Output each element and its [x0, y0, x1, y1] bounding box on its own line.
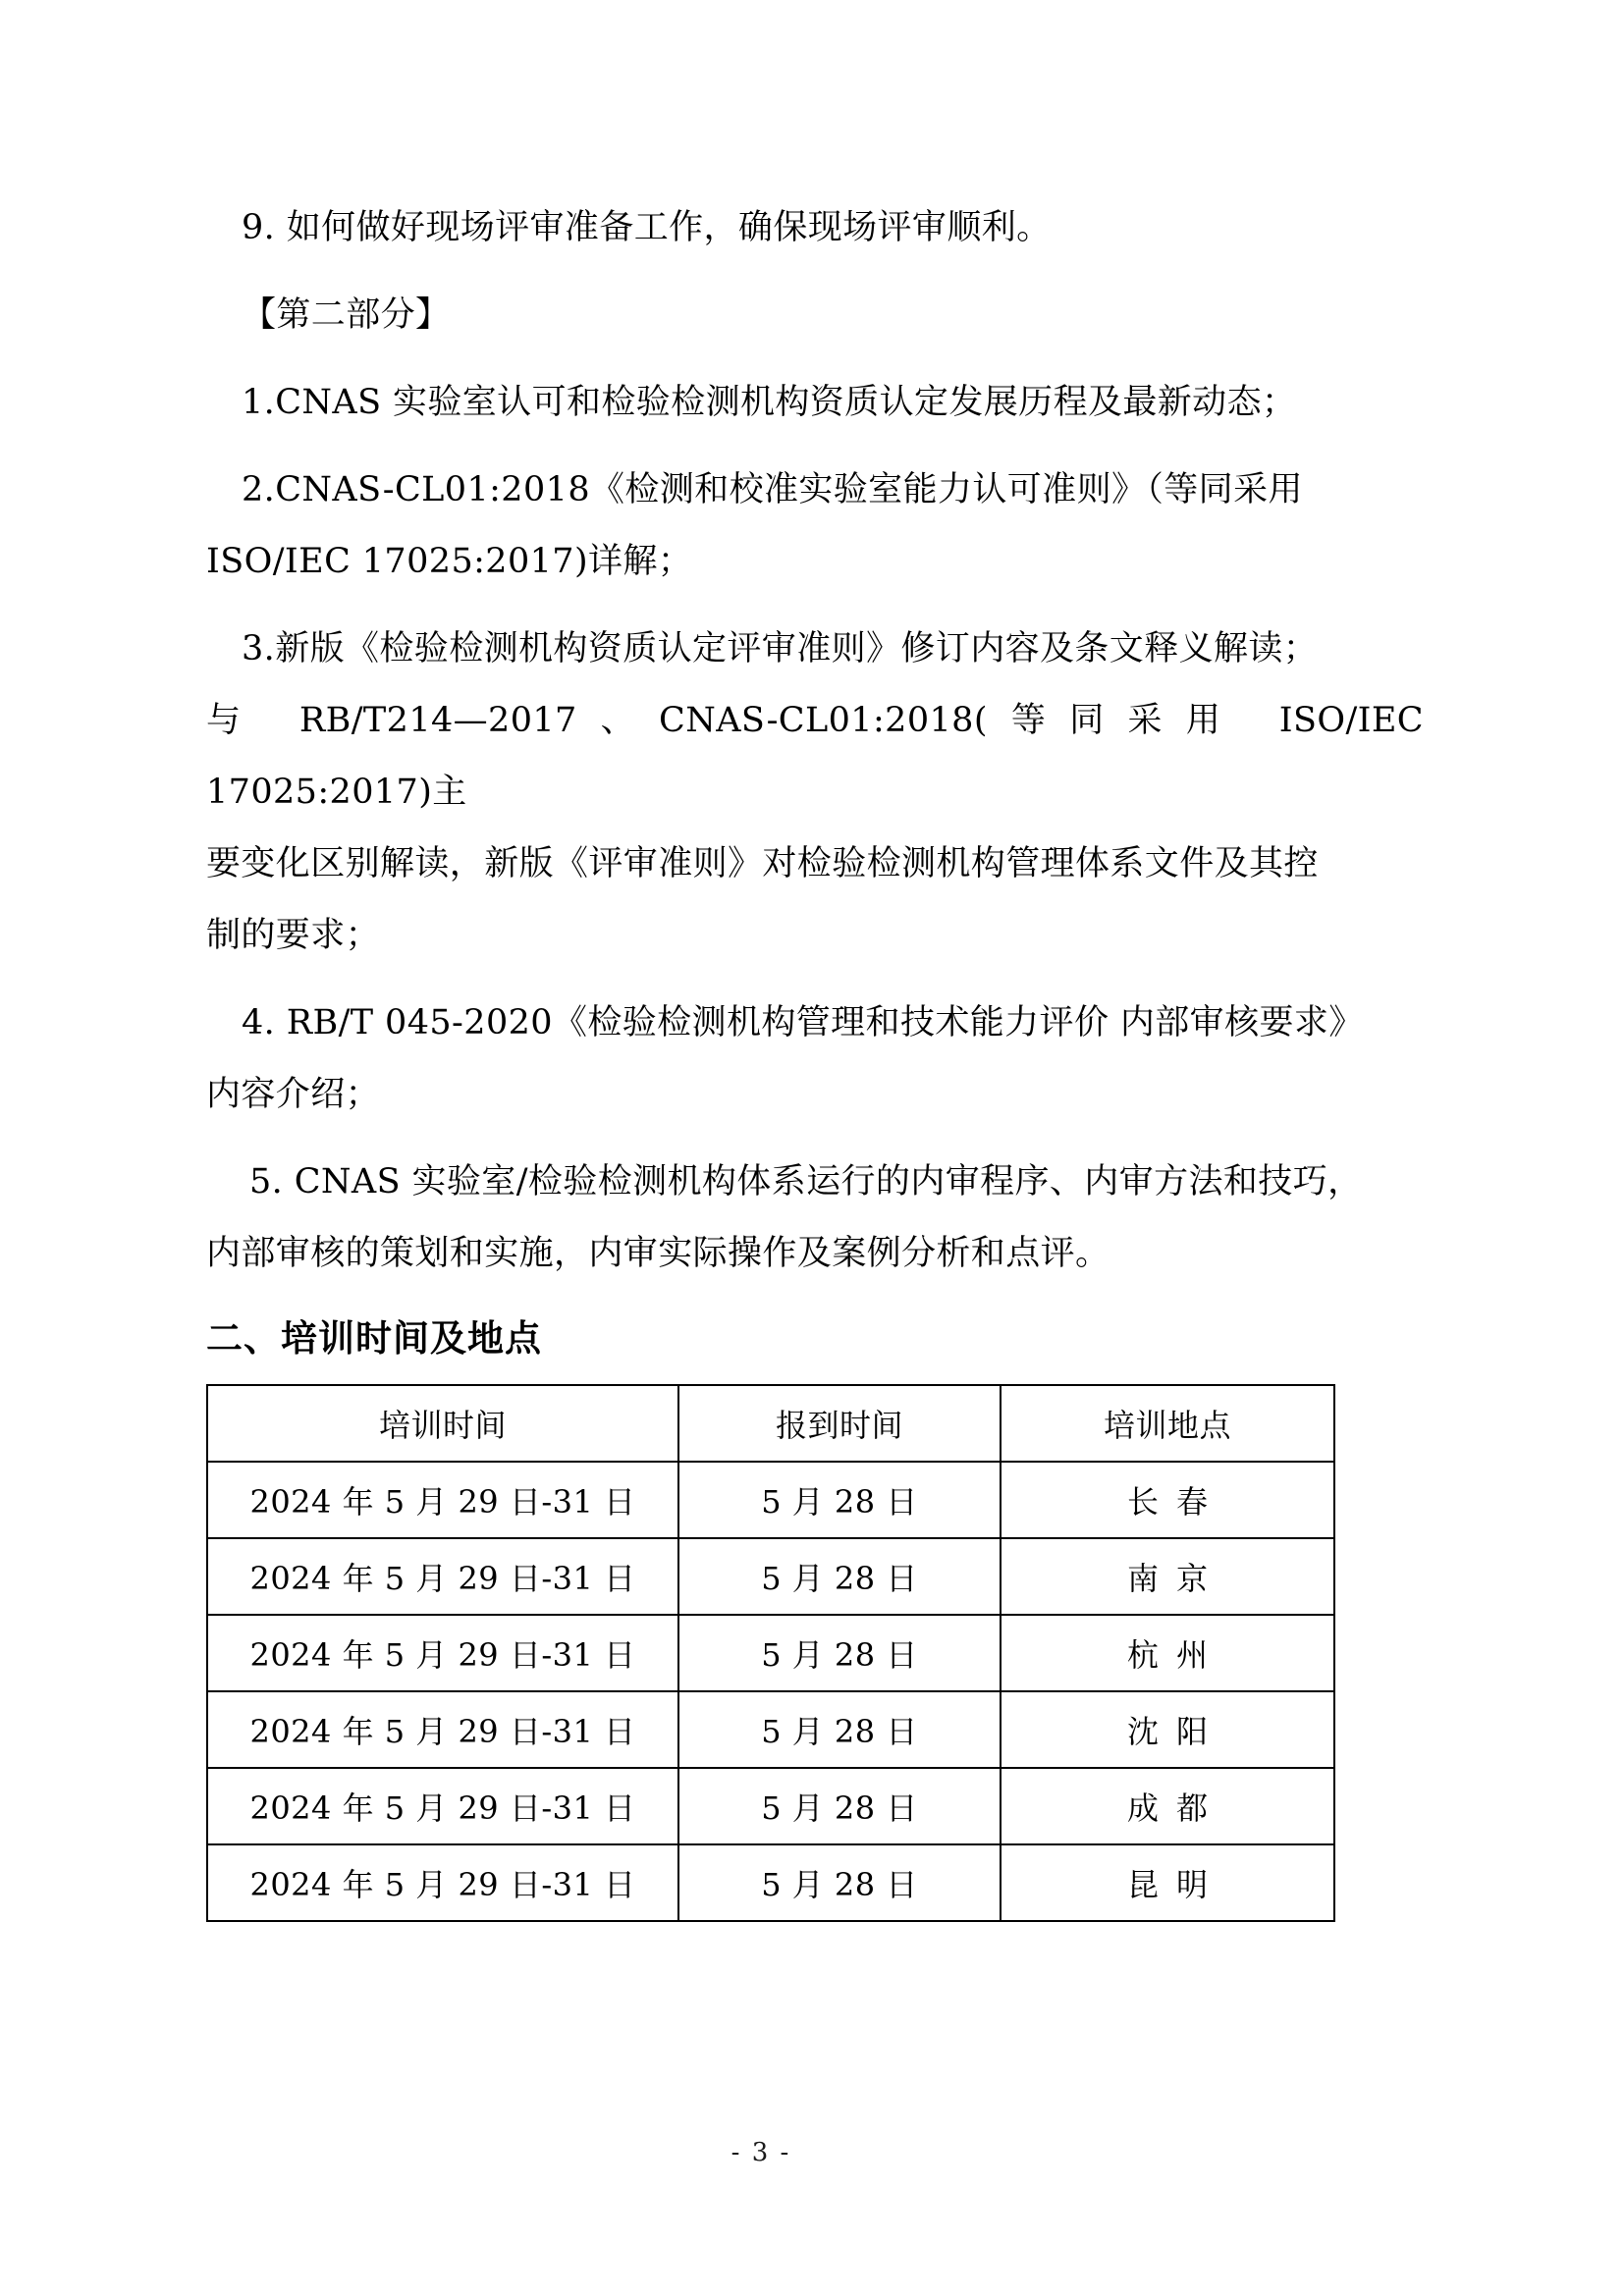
cell-report-time: 5 月 28 日 — [678, 1844, 1001, 1921]
page-number: - 3 - — [731, 2138, 791, 2167]
table-row — [207, 1462, 1334, 1538]
cell-training-time: 2024 年 5 月 29 日-31 日 — [207, 1768, 678, 1844]
cell-location: 昆明 — [1001, 1844, 1334, 1921]
part-two-heading: 【第二部分】 — [242, 295, 451, 335]
table-row — [207, 1768, 1334, 1844]
cell-report-time: 5 月 28 日 — [678, 1538, 1001, 1615]
list-item-3-line-2: 与 RB/T214—2017、CNAS-CL01:2018(等同采用 ISO/IEC 17025:2017)主 — [206, 701, 1424, 812]
cell-training-time: 2024 年 5 月 29 日-31 日 — [207, 1691, 678, 1768]
cell-report-time: 5 月 28 日 — [678, 1768, 1001, 1844]
cell-training-time: 2024 年 5 月 29 日-31 日 — [207, 1844, 678, 1921]
spacer — [206, 598, 1424, 614]
column-header-training-time: 培训时间 — [207, 1385, 678, 1462]
list-item-2-line-1: 2.CNAS-CL01:2018《检测和校准实验室能力认可准则》（等同采用 — [242, 470, 1303, 509]
list-item-5-line-1: 5. CNAS 实验室/检验检测机构体系运行的内审程序、内审方法和技巧， — [249, 1162, 1363, 1201]
column-header-report-time: 报到时间 — [678, 1385, 1001, 1462]
list-item-3-line-1: 3.新版《检验检测机构资质认定评审准则》修订内容及条文释义解读； — [242, 629, 1319, 668]
schedule-table-wrapper — [206, 1384, 1424, 1922]
spacer — [206, 351, 1424, 367]
table-header-row — [207, 1385, 1334, 1462]
column-header-location: 培训地点 — [1001, 1385, 1334, 1462]
cell-training-time: 2024 年 5 月 29 日-31 日 — [207, 1615, 678, 1691]
list-item-9: 9. 如何做好现场评审准备工作，确保现场评审顺利。 — [242, 208, 1052, 247]
schedule-table-body — [207, 1385, 1334, 1921]
table-row — [207, 1538, 1334, 1615]
cell-training-time: 2024 年 5 月 29 日-31 日 — [207, 1538, 678, 1615]
cell-location: 杭州 — [1001, 1615, 1334, 1691]
schedule-table — [206, 1384, 1335, 1922]
table-row — [207, 1691, 1334, 1768]
list-item-3-line-4: 制的要求； — [206, 916, 381, 955]
cell-report-time: 5 月 28 日 — [678, 1691, 1001, 1768]
spacer — [206, 972, 1424, 988]
spacer — [206, 439, 1424, 454]
spacer — [206, 1131, 1424, 1147]
list-item-3-line-3: 要变化区别解读，新版《评审准则》对检验检测机构管理体系文件及其控 — [206, 844, 1319, 883]
list-item-5-line-2: 内部审核的策划和实施，内审实际操作及案例分析和点评。 — [206, 1234, 1110, 1273]
list-item-2-line-2: ISO/IEC 17025:2017)详解； — [206, 542, 693, 581]
table-row — [207, 1844, 1334, 1921]
list-item-1: 1.CNAS 实验室认可和检验检测机构资质认定发展历程及最新动态； — [242, 383, 1297, 422]
cell-location: 成都 — [1001, 1768, 1334, 1844]
cell-report-time: 5 月 28 日 — [678, 1462, 1001, 1538]
spacer — [206, 264, 1424, 280]
list-item-4-line-1: 4. RB/T 045-2020《检验检测机构管理和技术能力评价 内部审核要求》 — [242, 1003, 1364, 1042]
section-heading-two: 二、培训时间及地点 — [206, 1316, 542, 1360]
cell-training-time: 2024 年 5 月 29 日-31 日 — [207, 1462, 678, 1538]
cell-location: 长春 — [1001, 1462, 1334, 1538]
list-item-4-line-2: 内容介绍； — [206, 1075, 381, 1114]
cell-location: 沈阳 — [1001, 1691, 1334, 1768]
cell-location: 南京 — [1001, 1538, 1334, 1615]
cell-report-time: 5 月 28 日 — [678, 1615, 1001, 1691]
page-content — [206, 192, 1424, 1922]
table-row — [207, 1615, 1334, 1691]
